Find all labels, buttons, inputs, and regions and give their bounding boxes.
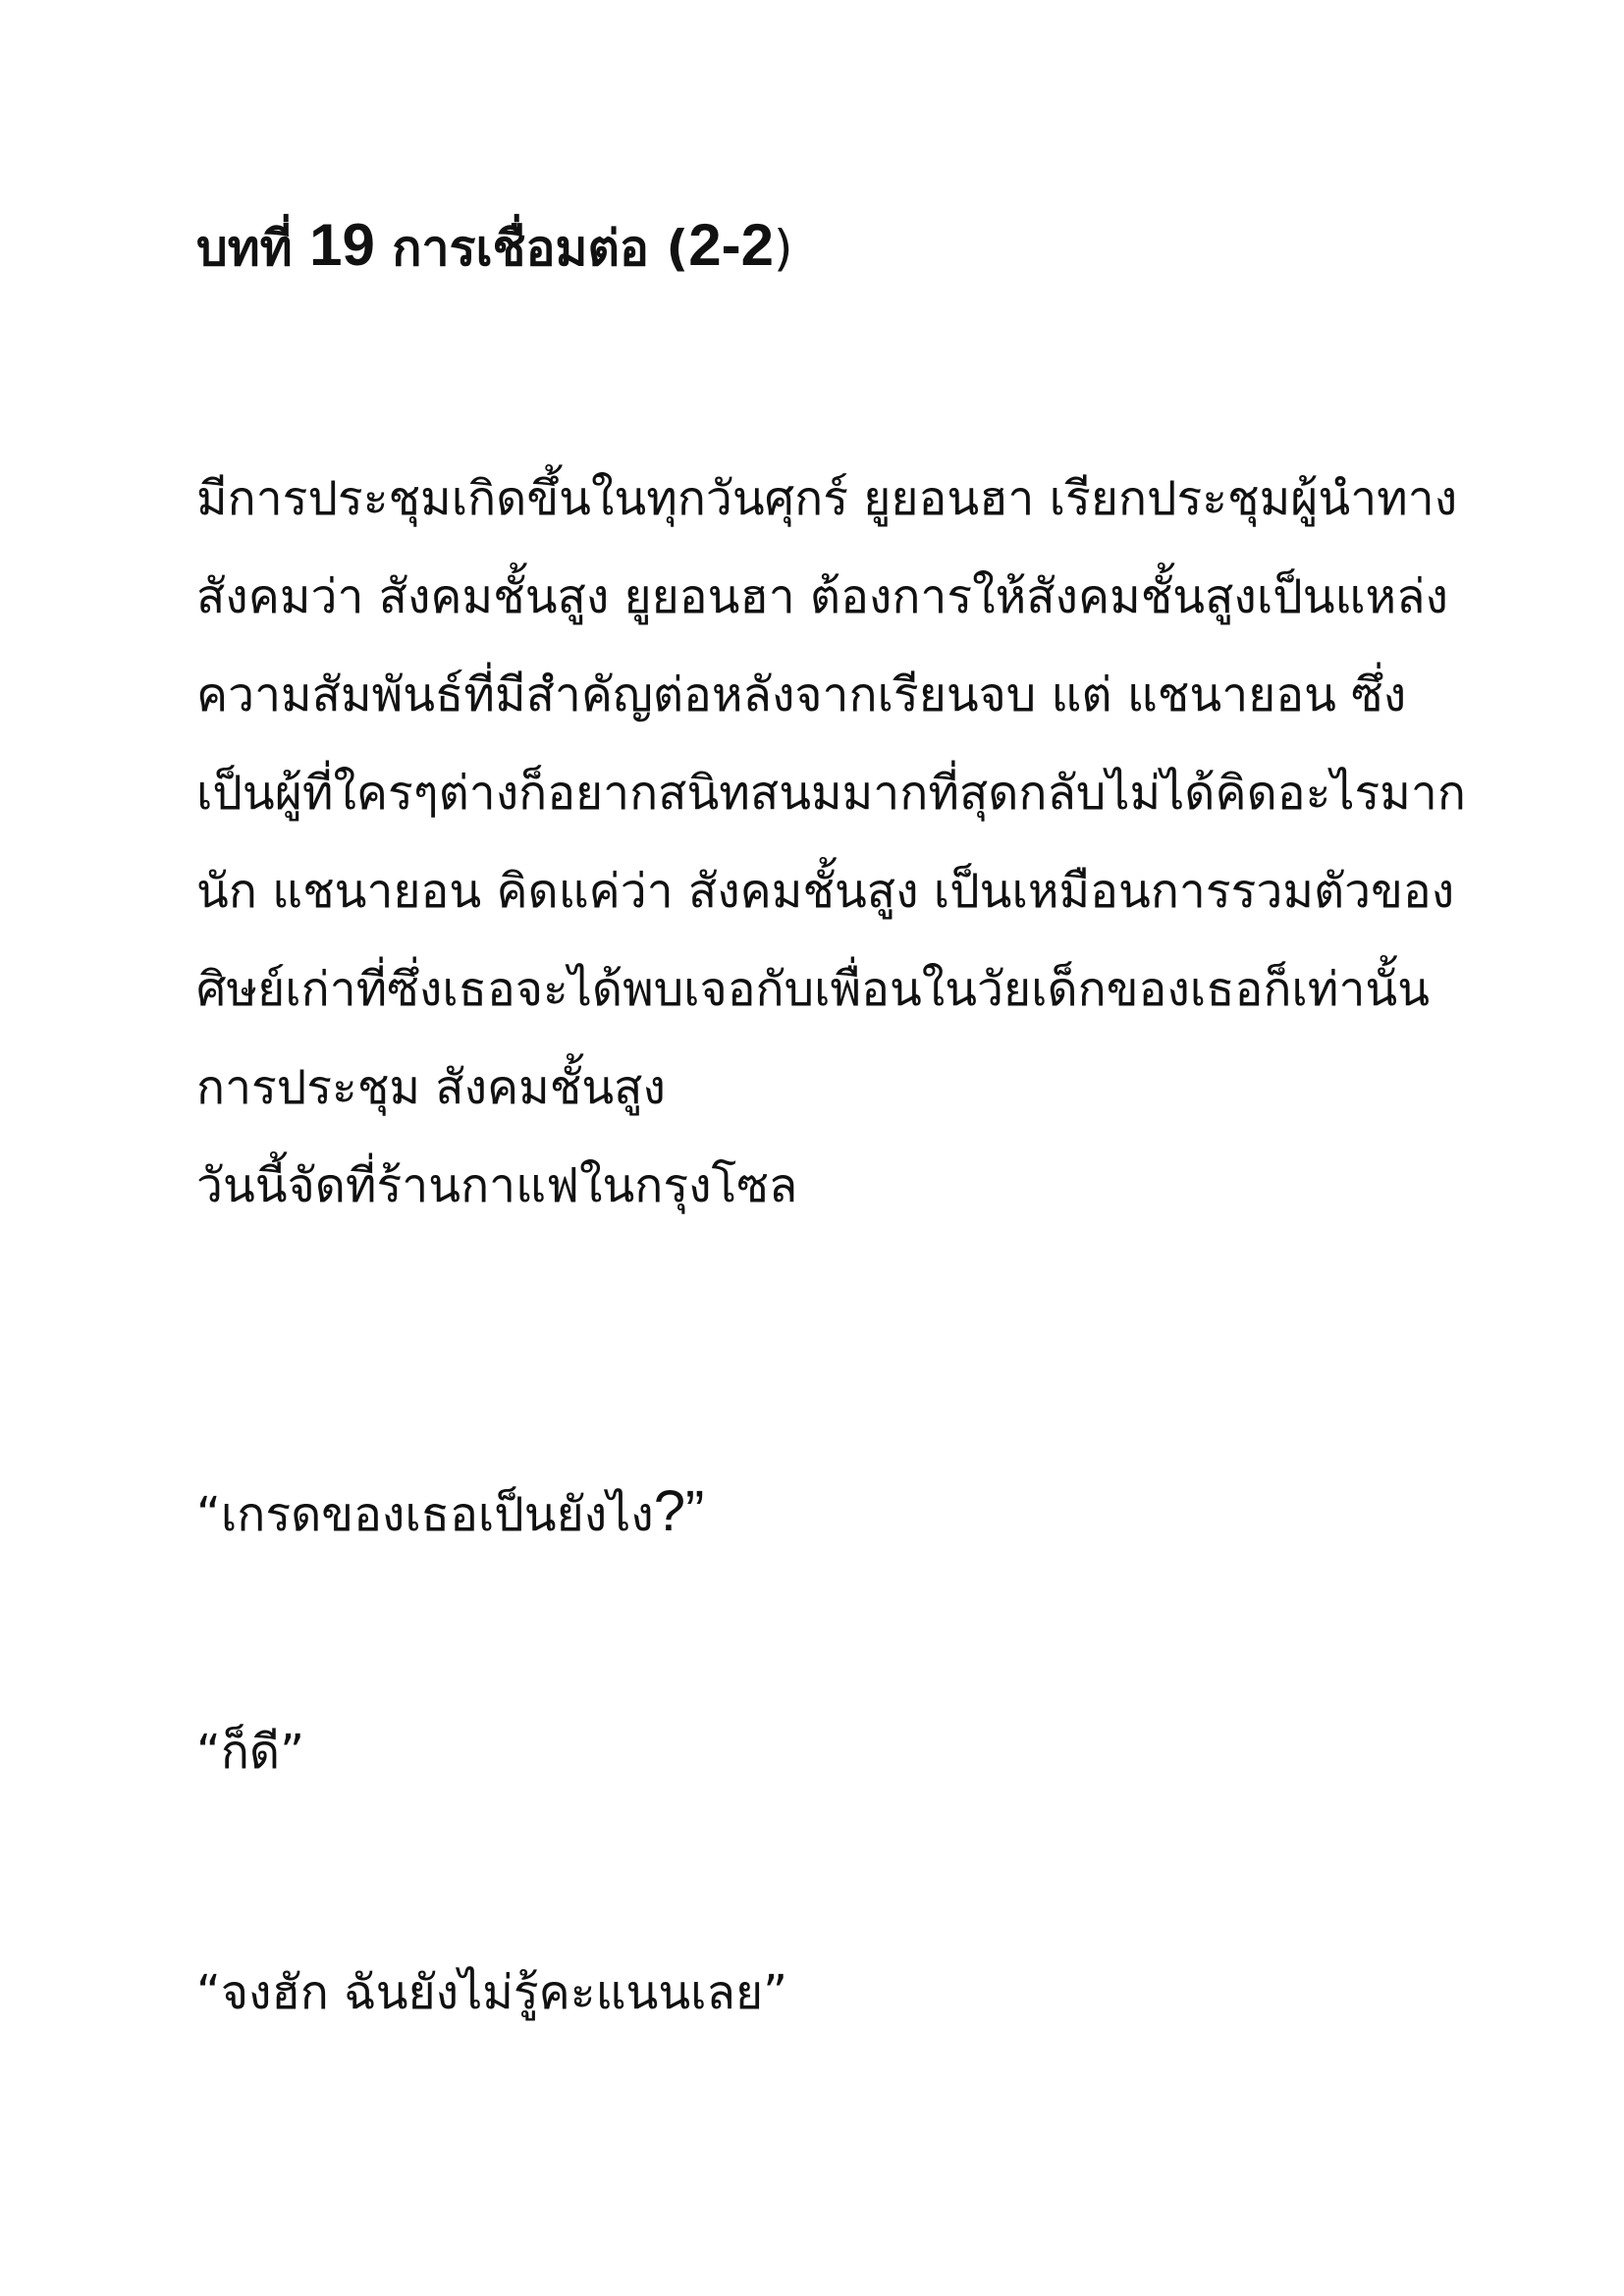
chapter-number: 19 xyxy=(309,212,375,278)
chapter-title-suffix: ) xyxy=(773,220,793,277)
dialogue-line-1-end: ?” xyxy=(653,1479,705,1543)
body-paragraph xyxy=(196,450,1466,1235)
chapter-title-prefix: บทที่ xyxy=(196,220,310,277)
dialogue-line-1-text: “เกรดของเธอเป็นยังไง xyxy=(196,1487,654,1542)
dialogue-line-2: “ก็ดี” xyxy=(196,1725,304,1780)
chapter-title xyxy=(196,211,792,283)
paragraph-line: ศิษย์เก่าที่ซึ่งเธอจะได้พบเจอกับเพื่อนในวัยเด็กของเธอก็เท่านั้น xyxy=(196,962,1431,1017)
paragraph-line: นัก แชนายอน คิดแค่ว่า สังคมชั้นสูง เป็นเหมือนการรวมตัวของ xyxy=(196,864,1455,919)
chapter-part: 2-2 xyxy=(688,212,774,278)
chapter-title-name: การเชื่อมต่อ ( xyxy=(374,220,689,277)
paragraph-line: วันนี้จัดที่ร้านกาแฟในกรุงโซล xyxy=(196,1158,798,1213)
paragraph-line: สังคมว่า สังคมชั้นสูง ยูยอนฮา ต้องการให้สังคมชั้นสูงเป็นแหล่ง xyxy=(196,569,1448,624)
paragraph-line: มีการประชุมเกิดขึ้นในทุกวันศุกร์ ยูยอนฮา เรียกประชุมผู้นำทาง xyxy=(196,471,1458,526)
paragraph-line: การประชุม สังคมชั้นสูง xyxy=(196,1060,666,1115)
paragraph-line: เป็นผู้ที่ใครๆต่างก็อยากสนิทสนมมากที่สุดกลับไม่ได้คิดอะไรมาก xyxy=(196,766,1466,821)
dialogue-line-3: “จงฮัก ฉันยังไม่รู้คะแนนเลย” xyxy=(196,1965,787,2020)
dialogue-line-1 xyxy=(196,1477,704,1549)
paragraph-line: ความสัมพันธ์ที่มีสำคัญต่อหลังจากเรียนจบ แต่ แชนายอน ซึ่ง xyxy=(196,667,1407,722)
